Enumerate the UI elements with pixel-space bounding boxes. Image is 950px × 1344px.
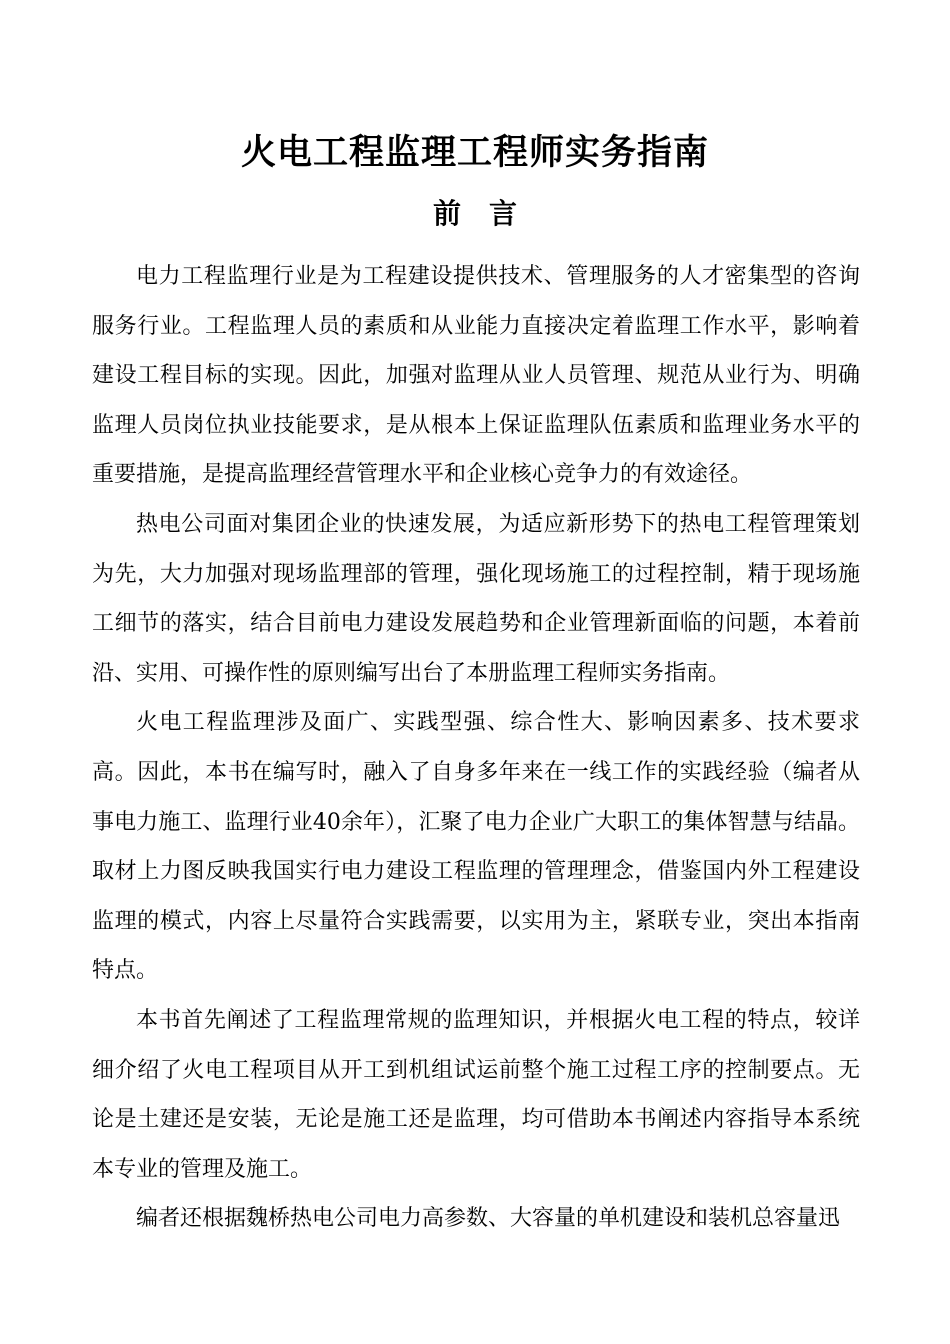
- preface-heading: 前 言: [432, 197, 517, 230]
- document-title: 火电工程监理工程师实务指南: [240, 133, 709, 173]
- paragraph: 本书首先阐述了工程监理常规的监理知识，并根据火电工程的特点，较详细介绍了火电工程项目从开工到机组试运前整个施工过程工序的控制要点。无论是土建还是安装，无论是施工还是监理，均可借助本书阐述内容指导本系统本专业的管理及施工。: [92, 1007, 860, 1182]
- paragraph: 电力工程监理行业是为工程建设提供技术、管理服务的人才密集型的咨询服务行业。工程监理人员的素质和从业能力直接决定着监理工作水平，影响着建设工程目标的实现。因此，加强对监理从业人员管理、规范从业行为、明确监理人员岗位执业技能要求，是从根本上保证监理队伍素质和监理业务水平的重要措施，是提高监理经营管理水平和企业核心竞争力的有效途径。: [92, 264, 860, 488]
- paragraph: 编者还根据魏桥热电公司电力高参数、大容量的单机建设和装机总容量迅: [136, 1206, 841, 1232]
- document-body: [92, 252, 860, 1244]
- paragraph: 火电工程监理涉及面广、实践型强、综合性大、影响因素多、技术要求高。因此，本书在编写时，融入了自身多年来在一线工作的实践经验（编者从事电力施工、监理行业40余年），汇聚了电力企业广大职工的集体智慧与结晶。取材上力图反映我国实行电力建设工程监理的管理理念，借鉴国内外工程建设监理的模式，内容上尽量符合实践需要，以实用为主，紧联专业，突出本指南特点。: [92, 710, 860, 984]
- paragraph: 热电公司面对集团企业的快速发展，为适应新形势下的热电工程管理策划为先，大力加强对现场监理部的管理，强化现场施工的过程控制，精于现场施工细节的落实，结合目前电力建设发展趋势和企业管理新面临的问题，本着前沿、实用、可操作性的原则编写出台了本册监理工程师实务指南。: [92, 511, 860, 686]
